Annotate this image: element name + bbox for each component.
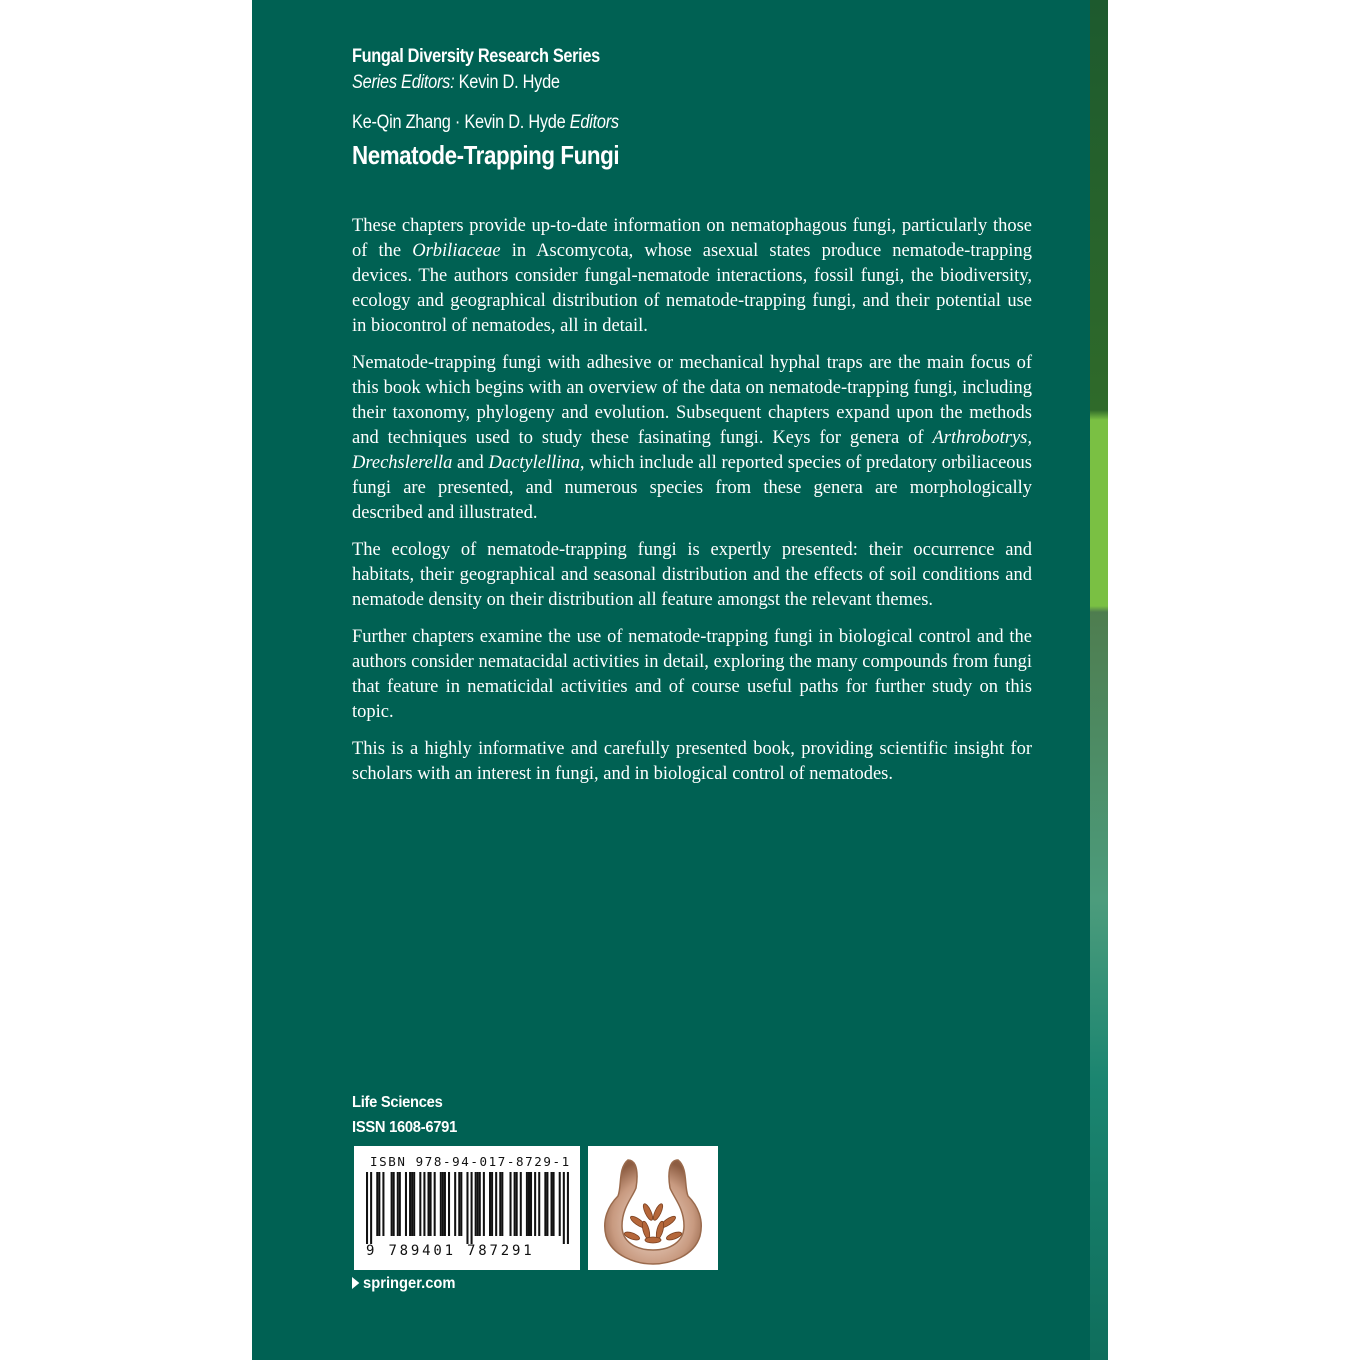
nematode-trap-logo-icon: [588, 1146, 718, 1270]
barcode-bar: [409, 1172, 411, 1236]
barcode-bar: [434, 1172, 436, 1236]
barcode-bar: [370, 1172, 372, 1244]
series-editors: [352, 72, 560, 94]
barcode-bar: [491, 1172, 493, 1236]
barcode-bar: [530, 1172, 532, 1236]
barcode-bar: [563, 1172, 565, 1244]
barcode-bar: [405, 1172, 407, 1236]
book-editors-label: Editors: [569, 112, 619, 133]
barcode-bar: [423, 1172, 425, 1236]
barcode-bar: [397, 1172, 399, 1236]
barcode-bar: [538, 1172, 540, 1236]
barcode-bar: [471, 1172, 473, 1244]
barcode-bar: [458, 1172, 460, 1236]
barcode-bar: [551, 1172, 553, 1236]
barcode-bar: [553, 1172, 555, 1236]
barcode-bar: [514, 1172, 516, 1236]
barcode-bar: [413, 1172, 415, 1236]
barcode-bar: [460, 1172, 462, 1236]
series-logo: [588, 1146, 718, 1270]
description-paragraph-3: The ecology of nematode-trapping fungi is expertly presented: their occurrence and habitats, their geographical and seasonal distribution and the effects of soil conditions and nematode density on their distribution all feature amongst the relevant themes.: [352, 540, 1032, 610]
barcode-bar: [393, 1172, 395, 1236]
barcode-bar: [430, 1172, 432, 1236]
barcode-bar: [567, 1172, 569, 1244]
barcode-bar: [477, 1172, 479, 1236]
barcode-bar: [489, 1172, 491, 1236]
barcode-bar: [475, 1172, 477, 1236]
barcode-bar: [428, 1172, 430, 1236]
barcode-bar: [479, 1172, 481, 1236]
book-editors: [352, 112, 619, 134]
description-paragraph-1: These chapters provide up-to-date information on nematophagous fungi, particularly those of the Orbiliaceae in Ascomycota, whose asexual states produce nematode-trapping devices. The authors consider fungal-nematode interactions, fossil fungi, the biodiversity, ecology and geographical distribution of nematode-trapping fungi, and their potential use in biocontrol of nematodes, all in detail.: [352, 216, 1032, 336]
barcode-bar: [516, 1172, 518, 1236]
book-description: [352, 214, 1032, 799]
barcode-bar: [448, 1172, 450, 1236]
barcode-bar: [526, 1172, 528, 1236]
book-back-cover: [252, 0, 1108, 1360]
barcode-bar: [378, 1172, 380, 1236]
barcode-icon: [366, 1172, 570, 1244]
barcode-bar: [419, 1172, 421, 1236]
publisher-link-text: springer.com: [363, 1275, 456, 1292]
barcode-bar: [546, 1172, 548, 1236]
barcode-bar: [454, 1172, 456, 1236]
series-editors-names: Kevin D. Hyde: [458, 72, 560, 93]
barcode-bar: [440, 1172, 442, 1236]
book-title: Nematode-Trapping Fungi: [352, 140, 620, 170]
book-editors-names: Ke-Qin Zhang · Kevin D. Hyde: [352, 112, 566, 133]
series-editors-label: Series Editors:: [352, 72, 455, 93]
issn-number: ISSN 1608-6791: [352, 1119, 457, 1136]
barcode-bar: [534, 1172, 536, 1236]
barcode-bar: [528, 1172, 530, 1236]
barcode-bar: [544, 1172, 546, 1236]
isbn-label: ISBN 978-94-017-8729-1: [370, 1154, 571, 1169]
barcode-bar: [382, 1172, 384, 1236]
barcode-bar: [559, 1172, 561, 1236]
description-paragraph-5: This is a highly informative and carefully presented book, providing scientific insight for scholars with an interest in fungi, and in biological control of nematodes.: [352, 739, 1032, 784]
series-title: Fungal Diversity Research Series: [352, 46, 600, 67]
barcode-bar: [444, 1172, 446, 1236]
barcode-bar: [466, 1172, 468, 1244]
triangle-right-icon: [352, 1277, 359, 1289]
barcode-bar: [411, 1172, 413, 1236]
barcode-bar: [391, 1172, 393, 1236]
barcode-bar: [495, 1172, 497, 1236]
barcode-bar: [520, 1172, 522, 1236]
isbn-barcode: [354, 1146, 580, 1270]
description-paragraph-4: Further chapters examine the use of nematode-trapping fungi in biological control and the authors consider nematacidal activities in detail, exploring the many compounds from fungi that feature in nematicidal activities and of course useful paths for further study on this topic.: [352, 627, 1032, 722]
barcode-bar: [501, 1172, 503, 1236]
barcode-bar: [366, 1172, 368, 1244]
publisher-link[interactable]: [352, 1275, 455, 1293]
barcode-bar: [399, 1172, 401, 1236]
ean-digits: 9 789401 787291: [366, 1243, 535, 1259]
barcode-bar: [510, 1172, 512, 1236]
barcode-bar: [483, 1172, 485, 1236]
description-paragraph-2: Nematode-trapping fungi with adhesive or mechanical hyphal traps are the main focus of this book which begins with an overview of the data on nematode-trapping fungi, including their taxonomy, phylogeny and evolution. Subsequent chapters expand upon the methods and techniques used to study these fasinating fungi. Keys for genera of Arthrobotrys, Drechslerella and Dactylellina, which include all reported species of predatory orbiliaceous fungi are presented, and numerous species from these genera are morphologically described and illustrated.: [352, 353, 1033, 523]
spine-strip: [1090, 0, 1108, 1360]
barcode-bar: [442, 1172, 444, 1236]
subject-category: Life Sciences: [352, 1094, 443, 1111]
barcode-bar: [376, 1172, 378, 1236]
barcode-bar: [499, 1172, 501, 1236]
